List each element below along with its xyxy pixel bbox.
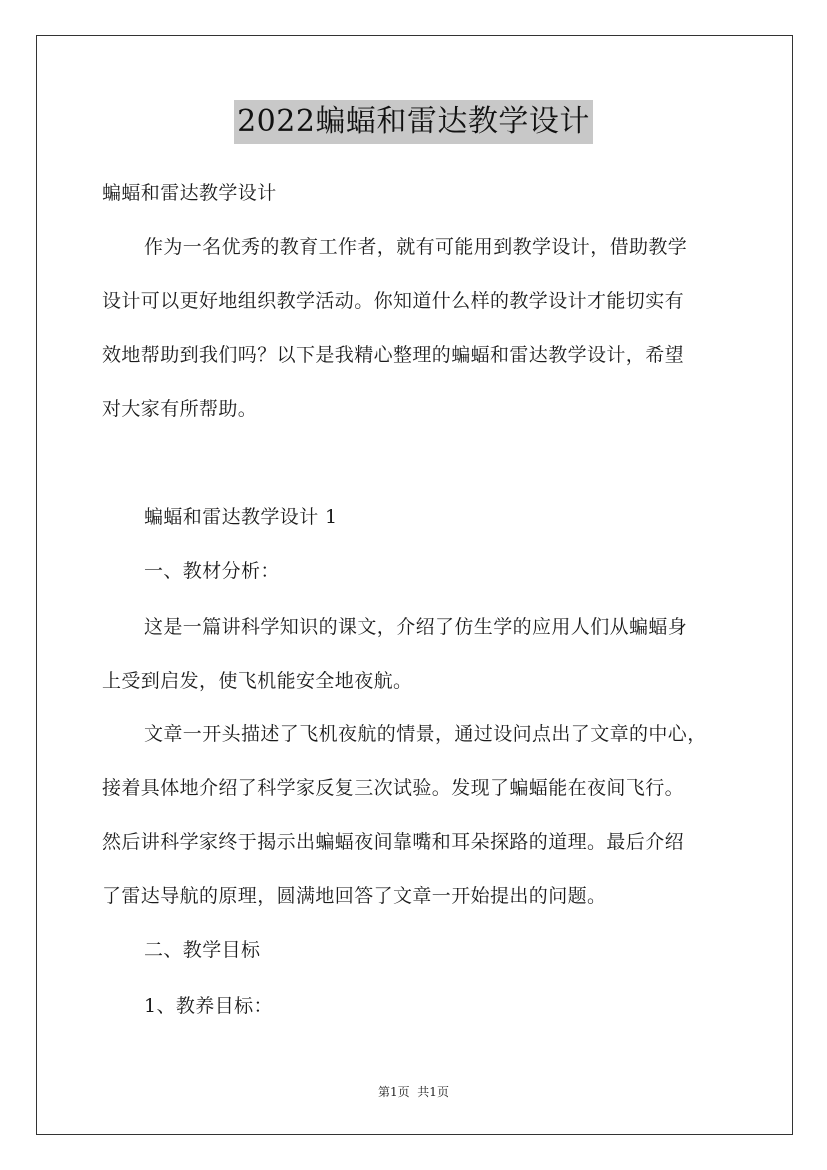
paragraph-line: 然后讲科学家终于揭示出蝙蝠夜间靠嘴和耳朵探路的道理。最后介绍 bbox=[102, 831, 685, 853]
section-heading: 二、教学目标 bbox=[144, 939, 261, 961]
paragraph-line: 了雷达导航的原理，圆满地回答了文章一开始提出的问题。 bbox=[102, 885, 607, 907]
section-heading: 蝙蝠和雷达教学设计 1 bbox=[144, 506, 338, 528]
section-heading: 一、教材分析： bbox=[144, 560, 280, 582]
title-container bbox=[0, 100, 827, 144]
paragraph-line: 设计可以更好地组织教学活动。你知道什么样的教学设计才能切实有 bbox=[102, 290, 685, 312]
subtitle-line: 蝙蝠和雷达教学设计 bbox=[102, 182, 277, 204]
paragraph-line: 这是一篇讲科学知识的课文，介绍了仿生学的应用人们从蝙蝠身 bbox=[144, 616, 688, 638]
paragraph-line: 作为一名优秀的教育工作者，就有可能用到教学设计，借助教学 bbox=[144, 236, 688, 258]
paragraph-line: 接着具体地介绍了科学家反复三次试验。发现了蝙蝠能在夜间飞行。 bbox=[102, 777, 685, 799]
paragraph-line: 对大家有所帮助。 bbox=[102, 398, 258, 420]
section-heading: 1、教养目标： bbox=[144, 995, 273, 1017]
paragraph-line: 效地帮助到我们吗？以下是我精心整理的蝙蝠和雷达教学设计，希望 bbox=[102, 344, 685, 366]
document-title: 2022蝙蝠和雷达教学设计 bbox=[234, 100, 593, 144]
paragraph-line: 上受到启发，使飞机能安全地夜航。 bbox=[102, 670, 413, 692]
page-number-footer: 第1页 共1页 bbox=[378, 1085, 449, 1099]
paragraph-line: 文章一开头描述了飞机夜航的情景，通过设问点出了文章的中心， bbox=[144, 723, 707, 745]
